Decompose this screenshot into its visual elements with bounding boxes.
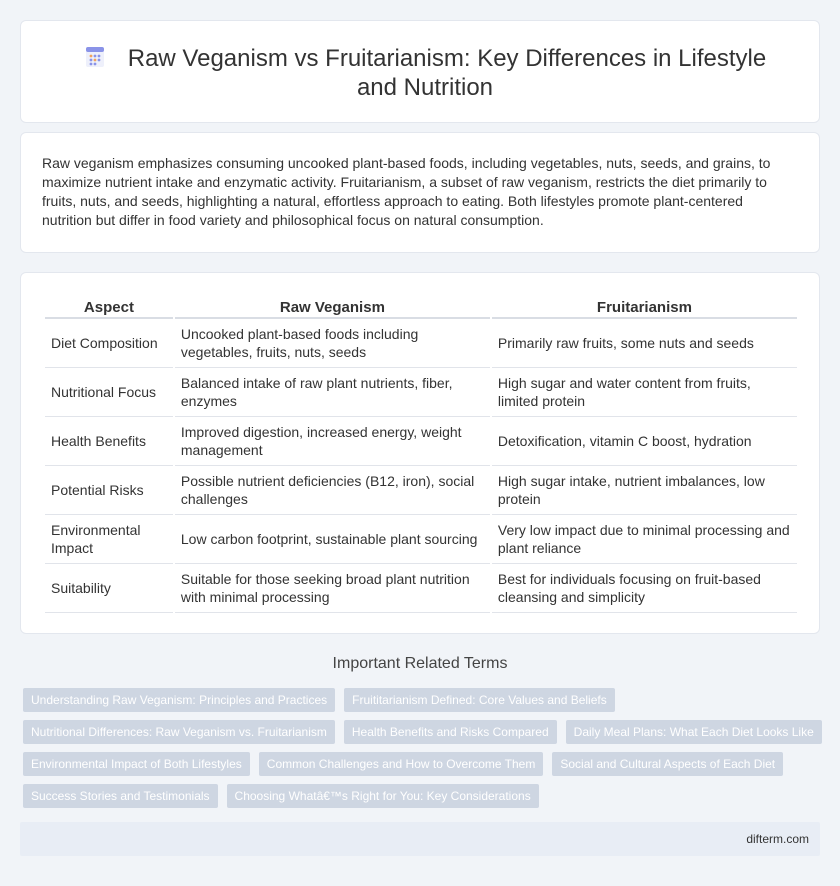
related-term-link[interactable]: Common Challenges and How to Overcome Them xyxy=(259,752,544,776)
fruitarianism-cell: Detoxification, vitamin C boost, hydration xyxy=(492,417,797,466)
page-title: Raw Veganism vs Fruitarianism: Key Differences in Lifestyle and Nutrition xyxy=(127,45,767,101)
header-raw-veganism: Raw Veganism xyxy=(175,293,490,319)
aspect-cell: Diet Composition xyxy=(45,319,173,368)
related-term-link[interactable]: Daily Meal Plans: What Each Diet Looks Like xyxy=(566,720,822,744)
related-term-link[interactable]: Social and Cultural Aspects of Each Diet xyxy=(552,752,783,776)
fruitarianism-cell: High sugar intake, nutrient imbalances, low protein xyxy=(492,466,797,515)
aspect-cell: Suitability xyxy=(45,564,173,613)
fruitarianism-cell: High sugar and water content from fruits, limited protein xyxy=(492,368,797,417)
aspect-cell: Potential Risks xyxy=(45,466,173,515)
related-term-link[interactable]: Nutritional Differences: Raw Veganism vs. Fruitarianism xyxy=(23,720,335,744)
header-aspect: Aspect xyxy=(45,293,173,319)
tag-row xyxy=(23,688,823,712)
related-term-link[interactable]: Success Stories and Testimonials xyxy=(23,784,218,808)
table-row xyxy=(45,515,797,564)
raw-veganism-cell: Suitable for those seeking broad plant nutrition with minimal processing xyxy=(175,564,490,613)
table-row xyxy=(45,466,797,515)
tag-row xyxy=(23,752,823,776)
related-term-link[interactable]: Choosing Whatâ€™s Right for You: Key Considerations xyxy=(227,784,539,808)
raw-veganism-cell: Possible nutrient deficiencies (B12, iron), social challenges xyxy=(175,466,490,515)
header-card xyxy=(20,20,820,123)
footer-bar xyxy=(20,822,820,856)
document-icon xyxy=(84,46,106,68)
table-row xyxy=(45,417,797,466)
aspect-cell: Environmental Impact xyxy=(45,515,173,564)
related-term-link[interactable]: Environmental Impact of Both Lifestyles xyxy=(23,752,250,776)
raw-veganism-cell: Improved digestion, increased energy, weight management xyxy=(175,417,490,466)
related-terms-tags xyxy=(23,688,823,816)
related-term-link[interactable]: Health Benefits and Risks Compared xyxy=(344,720,557,744)
fruitarianism-cell: Very low impact due to minimal processing and plant reliance xyxy=(492,515,797,564)
tag-row xyxy=(23,784,823,808)
page-title-wrap xyxy=(61,44,789,102)
raw-veganism-cell: Uncooked plant-based foods including vegetables, fruits, nuts, seeds xyxy=(175,319,490,368)
table-header-row xyxy=(45,293,797,319)
raw-veganism-cell: Low carbon footprint, sustainable plant sourcing xyxy=(175,515,490,564)
fruitarianism-cell: Best for individuals focusing on fruit-based cleansing and simplicity xyxy=(492,564,797,613)
raw-veganism-cell: Balanced intake of raw plant nutrients, fiber, enzymes xyxy=(175,368,490,417)
comparison-table xyxy=(43,293,799,613)
tag-row xyxy=(23,720,823,744)
table-row xyxy=(45,319,797,368)
header-fruitarianism: Fruitarianism xyxy=(492,293,797,319)
intro-card xyxy=(20,132,820,253)
related-term-link[interactable]: Fruititarianism Defined: Core Values and Beliefs xyxy=(344,688,615,712)
aspect-cell: Health Benefits xyxy=(45,417,173,466)
table-row xyxy=(45,564,797,613)
footer-site-link[interactable]: difterm.com xyxy=(746,832,809,846)
comparison-table-card xyxy=(20,272,820,634)
aspect-cell: Nutritional Focus xyxy=(45,368,173,417)
related-terms-title: Important Related Terms xyxy=(332,655,508,672)
intro-paragraph: Raw veganism emphasizes consuming uncooked plant-based foods, including vegetables, nuts, seeds, and grains, to maximize nutrient intake and enzymatic activity. Fruitarianism, a subset of raw veganism, restricts the diet primarily to fruits, nuts, and seeds, highlighting a natural, effortless approach to eating. Both lifestyles promote plant-centered nutrition but differ in food variety and philosophical focus on natural consumption. xyxy=(42,155,771,228)
related-term-link[interactable]: Understanding Raw Veganism: Principles and Practices xyxy=(23,688,335,712)
table-row xyxy=(45,368,797,417)
fruitarianism-cell: Primarily raw fruits, some nuts and seeds xyxy=(492,319,797,368)
